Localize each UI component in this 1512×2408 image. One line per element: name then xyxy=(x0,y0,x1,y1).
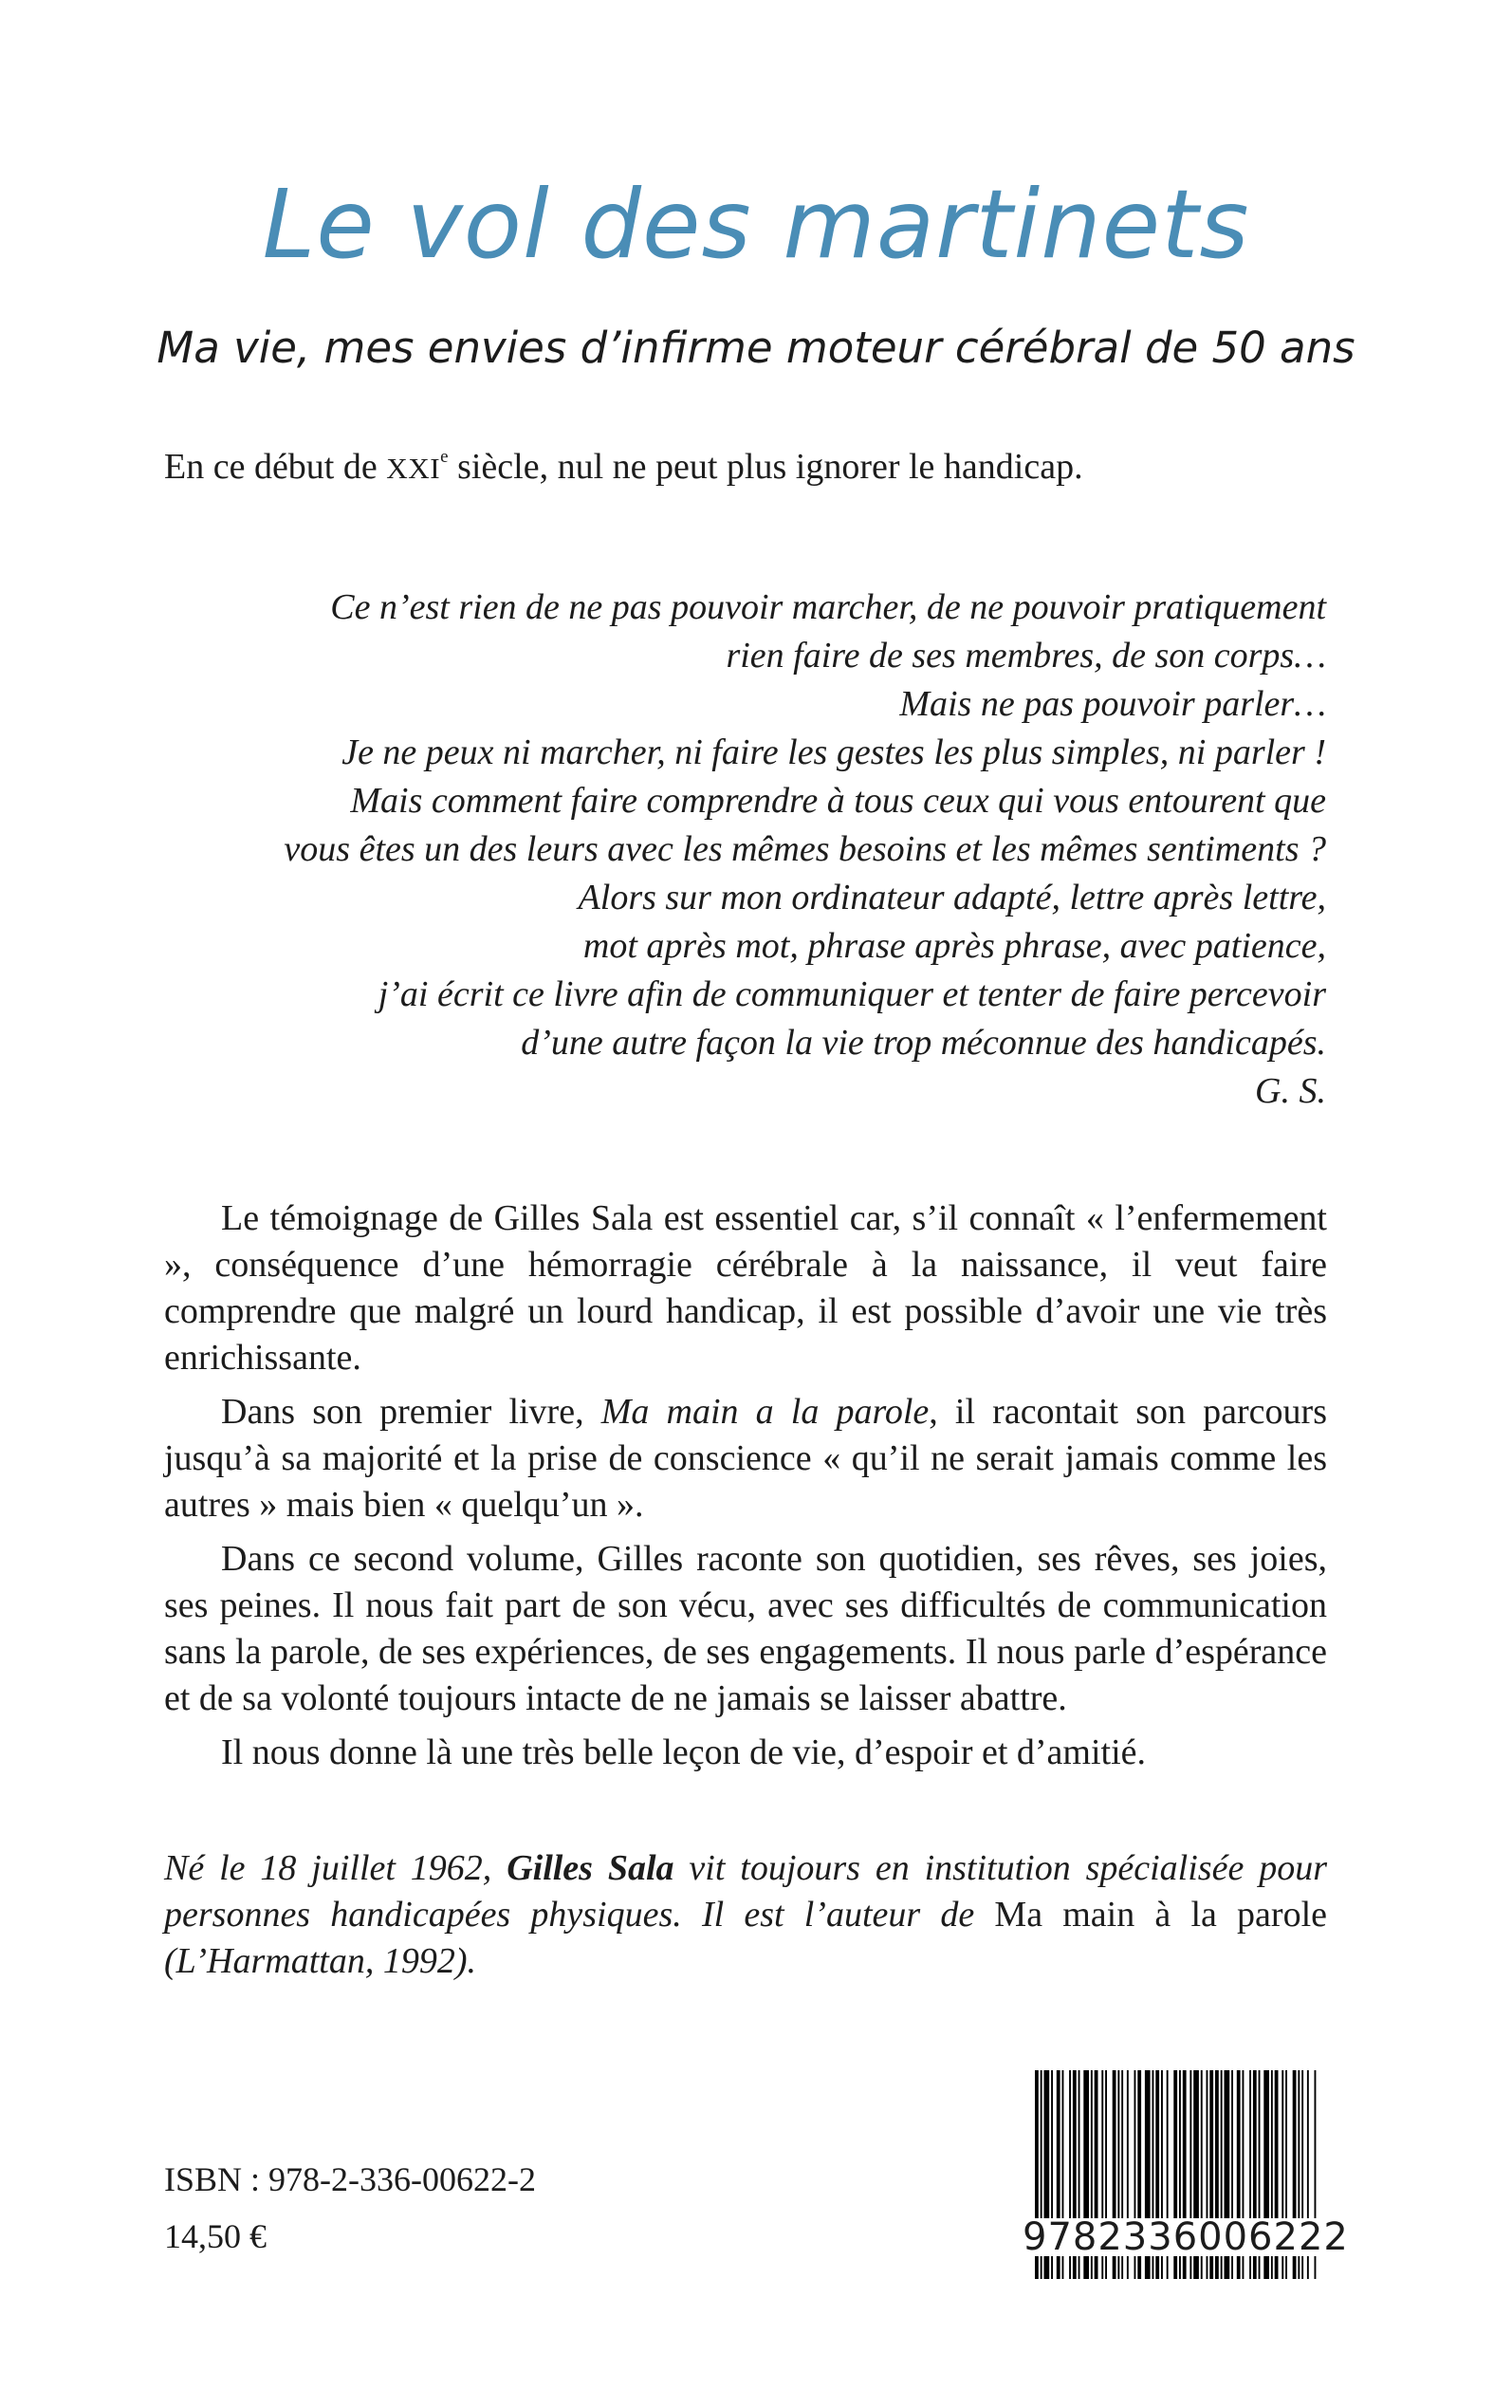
book-subtitle: Ma vie, mes envies d’infirme moteur cérébral de 50 ans xyxy=(157,323,1355,373)
quote-signature: G. S. xyxy=(1255,1071,1326,1111)
p2-before: Dans son premier livre, xyxy=(221,1392,601,1432)
bio-part1: Né le 18 juillet 1962, xyxy=(164,1848,507,1888)
quote-line: Alors sur mon ordinateur adapté, lettre après lettre, xyxy=(578,878,1326,917)
barcode-digits: 9782336006222 xyxy=(1023,2215,1349,2259)
quote-line: j’ai écrit ce livre afin de communiquer et tenter de faire percevoir xyxy=(378,974,1326,1014)
description-paragraph: Le témoignage de Gilles Sala est essentiel car, s’il connaît « l’enfermement », conséquence d’une hémorragie cérébrale à la naissance, il veut faire comprendre que malgré un lourd handicap, il est possible d’avoir une vie très enrichissante. xyxy=(164,1198,1327,1378)
bio-part2: vit toujours en institution spécialisée pour personnes handicapées physiques. Il est l’auteur de xyxy=(164,1848,1327,1935)
author-bio xyxy=(164,1845,1327,1985)
quote-line: rien faire de ses membres, de son corps… xyxy=(726,636,1326,676)
author-name: Gilles Sala xyxy=(507,1848,674,1888)
intro-before: En ce début de xyxy=(164,447,387,487)
description-paragraph xyxy=(164,1389,1327,1528)
description-paragraph: Dans ce second volume, Gilles raconte son quotidien, ses rêves, ses joies, ses peines. Il nous fait part de son vécu, avec ses difficultés de communication sans la parole, de ses expériences, de ses engagements. Il nous parle d’espérance et de sa volonté toujours intacte de ne jamais se laisser abattre. xyxy=(164,1539,1327,1718)
century-numeral: XXI xyxy=(386,452,441,485)
description xyxy=(164,1195,1327,1784)
isbn: ISBN : 978-2-336-00622-2 xyxy=(164,2160,536,2198)
price: 14,50 € xyxy=(164,2217,267,2255)
quote-line: mot après mot, phrase après phrase, avec patience, xyxy=(582,926,1326,966)
bio-part3: (L’Harmattan, 1992). xyxy=(164,1941,476,1981)
quote-line: Mais comment faire comprendre à tous ceux qui vous entourent que xyxy=(350,781,1326,821)
book-title: Le vol des martinets xyxy=(262,169,1250,280)
p2-after: , il racontait son parcours jusqu’à sa majorité et la prise de conscience « qu’il ne serait jamais comme les autres » mais bien « quelqu’un ». xyxy=(164,1392,1327,1525)
author-quote xyxy=(140,583,1326,1116)
first-book-title: Ma main a la parole xyxy=(600,1392,930,1432)
quote-line: Mais ne pas pouvoir parler… xyxy=(899,684,1326,724)
century-superscript: e xyxy=(440,446,449,467)
intro-after: siècle, nul ne peut plus ignorer le handicap. xyxy=(448,447,1083,487)
quote-line: vous êtes un des leurs avec les mêmes besoins et les mêmes sentiments ? xyxy=(284,829,1326,869)
quote-line: Ce n’est rien de ne pas pouvoir marcher, de ne pouvoir pratiquement xyxy=(330,587,1326,627)
description-paragraph: Il nous donne là une très belle leçon de vie, d’espoir et d’amitié. xyxy=(221,1732,1147,1772)
quote-line: d’une autre façon la vie trop méconnue des handicapés. xyxy=(521,1023,1326,1063)
intro-sentence xyxy=(164,444,1083,491)
quote-line: Je ne peux ni marcher, ni faire les gestes les plus simples, ni parler ! xyxy=(341,732,1326,772)
bio-book-title: Ma main à la parole xyxy=(994,1895,1328,1935)
